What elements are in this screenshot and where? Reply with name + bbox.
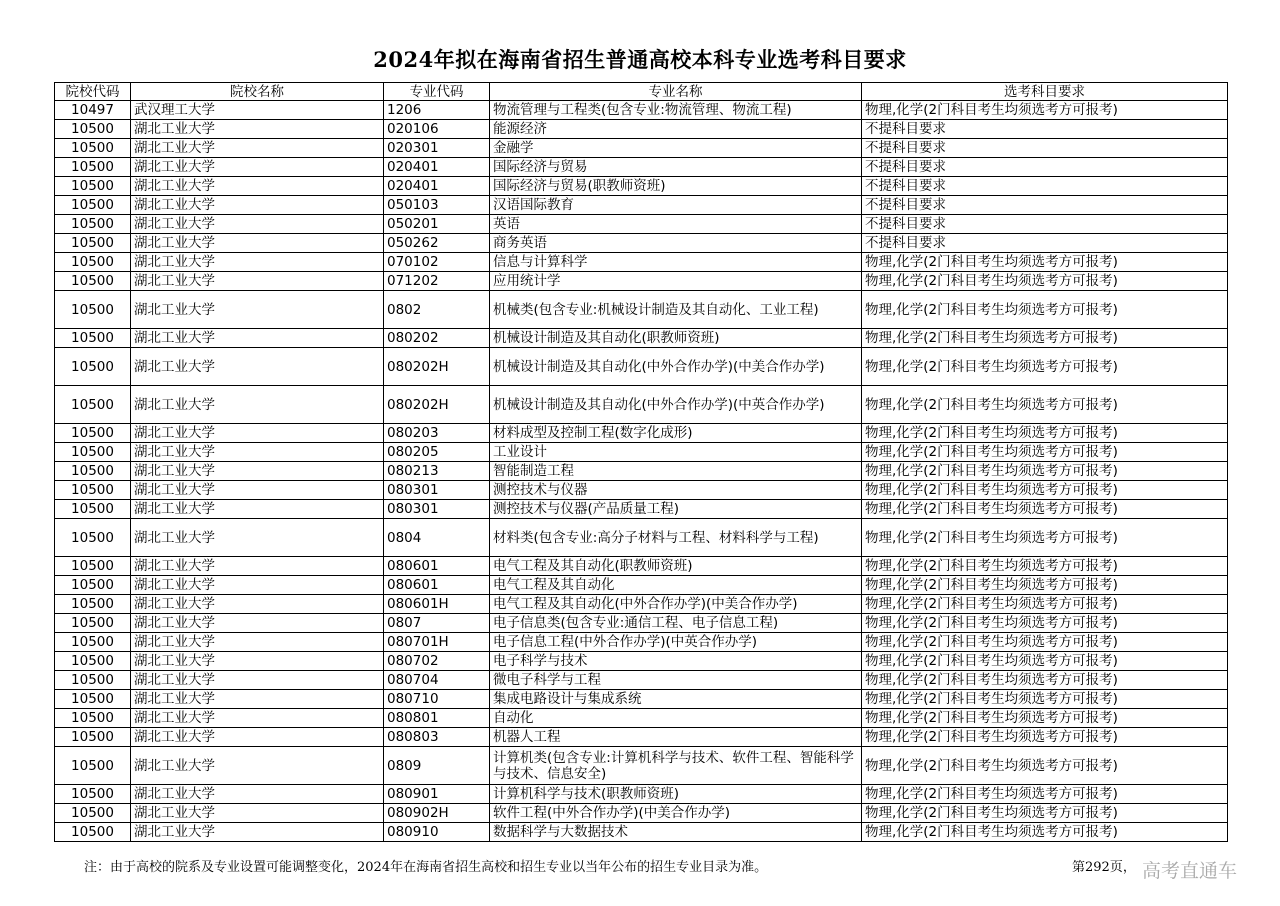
school-code-cell: 10500 — [55, 196, 131, 215]
major-code-cell: 080301 — [384, 481, 490, 500]
school-code-cell: 10500 — [55, 120, 131, 139]
major-name-cell: 电子信息工程(中外合作办学)(中英合作办学) — [490, 633, 862, 652]
page-number: 第292页， — [1072, 860, 1136, 875]
table-row — [55, 709, 1228, 728]
school-name-cell: 湖北工业大学 — [131, 500, 384, 519]
major-code-cell: 080205 — [384, 443, 490, 462]
major-name-cell: 机械类(包含专业:机械设计制造及其自动化、工业工程) — [490, 291, 862, 329]
major-name-cell: 软件工程(中外合作办学)(中美合作办学) — [490, 804, 862, 823]
major-name-cell: 汉语国际教育 — [490, 196, 862, 215]
school-name-cell: 湖北工业大学 — [131, 253, 384, 272]
school-code-cell: 10500 — [55, 614, 131, 633]
major-name-cell: 电子科学与技术 — [490, 652, 862, 671]
school-name-cell: 湖北工业大学 — [131, 443, 384, 462]
subject-requirement-cell: 不提科目要求 — [862, 196, 1228, 215]
subject-requirement-cell: 物理,化学(2门科目考生均须选考方可报考) — [862, 785, 1228, 804]
table-row — [55, 177, 1228, 196]
major-code-cell: 080803 — [384, 728, 490, 747]
table-row — [55, 443, 1228, 462]
table-row — [55, 519, 1228, 557]
school-code-cell: 10500 — [55, 709, 131, 728]
school-name-cell: 湖北工业大学 — [131, 823, 384, 842]
major-name-cell: 微电子科学与工程 — [490, 671, 862, 690]
major-name-cell: 电子信息类(包含专业:通信工程、电子信息工程) — [490, 614, 862, 633]
major-code-cell: 080301 — [384, 500, 490, 519]
subject-requirement-cell: 物理,化学(2门科目考生均须选考方可报考) — [862, 500, 1228, 519]
major-code-cell: 071202 — [384, 272, 490, 291]
major-code-cell: 080801 — [384, 709, 490, 728]
table-row — [55, 481, 1228, 500]
school-name-cell: 湖北工业大学 — [131, 747, 384, 785]
school-name-cell: 湖北工业大学 — [131, 215, 384, 234]
school-code-cell: 10500 — [55, 595, 131, 614]
table-row — [55, 728, 1228, 747]
major-code-cell: 080701H — [384, 633, 490, 652]
major-name-cell: 机械设计制造及其自动化(中外合作办学)(中英合作办学) — [490, 386, 862, 424]
subject-requirement-cell: 物理,化学(2门科目考生均须选考方可报考) — [862, 386, 1228, 424]
table-row — [55, 557, 1228, 576]
school-name-cell: 武汉理工大学 — [131, 101, 384, 120]
school-code-cell: 10500 — [55, 633, 131, 652]
major-code-cell: 1206 — [384, 101, 490, 120]
major-name-cell: 材料类(包含专业:高分子材料与工程、材料科学与工程) — [490, 519, 862, 557]
school-name-cell: 湖北工业大学 — [131, 595, 384, 614]
school-code-cell: 10500 — [55, 234, 131, 253]
subject-requirement-cell: 物理,化学(2门科目考生均须选考方可报考) — [862, 481, 1228, 500]
subject-requirement-cell: 不提科目要求 — [862, 234, 1228, 253]
major-name-cell: 国际经济与贸易(职教师资班) — [490, 177, 862, 196]
table-row — [55, 234, 1228, 253]
header-major-name: 专业名称 — [490, 83, 862, 101]
table-row — [55, 386, 1228, 424]
subject-requirement-cell: 物理,化学(2门科目考生均须选考方可报考) — [862, 424, 1228, 443]
subject-requirement-cell: 不提科目要求 — [862, 139, 1228, 158]
major-name-cell: 电气工程及其自动化 — [490, 576, 862, 595]
major-name-cell: 应用统计学 — [490, 272, 862, 291]
school-name-cell: 湖北工业大学 — [131, 557, 384, 576]
major-code-cell: 080202H — [384, 386, 490, 424]
subject-requirement-cell: 物理,化学(2门科目考生均须选考方可报考) — [862, 595, 1228, 614]
table-row — [55, 633, 1228, 652]
major-name-cell: 物流管理与工程类(包含专业:物流管理、物流工程) — [490, 101, 862, 120]
major-code-cell: 020401 — [384, 177, 490, 196]
school-name-cell: 湖北工业大学 — [131, 329, 384, 348]
subject-requirement-cell: 物理,化学(2门科目考生均须选考方可报考) — [862, 633, 1228, 652]
table-row — [55, 272, 1228, 291]
major-name-cell: 金融学 — [490, 139, 862, 158]
major-code-cell: 050103 — [384, 196, 490, 215]
school-name-cell: 湖北工业大学 — [131, 234, 384, 253]
major-name-cell: 工业设计 — [490, 443, 862, 462]
school-name-cell: 湖北工业大学 — [131, 177, 384, 196]
subject-requirement-cell: 不提科目要求 — [862, 215, 1228, 234]
major-code-cell: 050201 — [384, 215, 490, 234]
school-code-cell: 10500 — [55, 500, 131, 519]
school-code-cell: 10500 — [55, 747, 131, 785]
school-code-cell: 10500 — [55, 576, 131, 595]
major-name-cell: 数据科学与大数据技术 — [490, 823, 862, 842]
school-code-cell: 10500 — [55, 348, 131, 386]
school-code-cell: 10500 — [55, 652, 131, 671]
table-row — [55, 500, 1228, 519]
subject-requirement-cell: 不提科目要求 — [862, 158, 1228, 177]
school-name-cell: 湖北工业大学 — [131, 728, 384, 747]
major-code-cell: 080213 — [384, 462, 490, 481]
table-row — [55, 291, 1228, 329]
school-name-cell: 湖北工业大学 — [131, 690, 384, 709]
school-code-cell: 10500 — [55, 728, 131, 747]
subject-requirement-cell: 不提科目要求 — [862, 177, 1228, 196]
subject-requirement-cell: 物理,化学(2门科目考生均须选考方可报考) — [862, 747, 1228, 785]
major-code-cell: 080710 — [384, 690, 490, 709]
school-name-cell: 湖北工业大学 — [131, 576, 384, 595]
major-name-cell: 测控技术与仪器 — [490, 481, 862, 500]
major-name-cell: 自动化 — [490, 709, 862, 728]
school-name-cell: 湖北工业大学 — [131, 709, 384, 728]
major-name-cell: 信息与计算科学 — [490, 253, 862, 272]
major-code-cell: 080902H — [384, 804, 490, 823]
table-row — [55, 747, 1228, 785]
subject-requirement-cell: 物理,化学(2门科目考生均须选考方可报考) — [862, 576, 1228, 595]
school-name-cell: 湖北工业大学 — [131, 804, 384, 823]
school-code-cell: 10500 — [55, 557, 131, 576]
major-code-cell: 0802 — [384, 291, 490, 329]
major-code-cell: 080203 — [384, 424, 490, 443]
footer-note: 注：由于高校的院系及专业设置可能调整变化，2024年在海南省招生高校和招生专业以当年公布的招生专业目录为准。 — [84, 860, 768, 875]
school-name-cell: 湖北工业大学 — [131, 196, 384, 215]
subject-requirement-cell: 物理,化学(2门科目考生均须选考方可报考) — [862, 253, 1228, 272]
table-row — [55, 215, 1228, 234]
major-code-cell: 020401 — [384, 158, 490, 177]
school-code-cell: 10500 — [55, 215, 131, 234]
page-title: 2024年拟在海南省招生普通高校本科专业选考科目要求 — [373, 47, 907, 72]
school-code-cell: 10500 — [55, 519, 131, 557]
school-name-cell: 湖北工业大学 — [131, 424, 384, 443]
major-code-cell: 0804 — [384, 519, 490, 557]
subject-requirements-table — [54, 82, 1228, 842]
major-code-cell: 080901 — [384, 785, 490, 804]
major-name-cell: 智能制造工程 — [490, 462, 862, 481]
major-code-cell: 050262 — [384, 234, 490, 253]
subject-requirement-cell: 物理,化学(2门科目考生均须选考方可报考) — [862, 728, 1228, 747]
table-body — [55, 101, 1228, 842]
subject-requirement-cell: 物理,化学(2门科目考生均须选考方可报考) — [862, 519, 1228, 557]
school-code-cell: 10500 — [55, 481, 131, 500]
table-row — [55, 614, 1228, 633]
school-code-cell: 10500 — [55, 424, 131, 443]
school-code-cell: 10500 — [55, 462, 131, 481]
major-name-cell: 机器人工程 — [490, 728, 862, 747]
header-school-code: 院校代码 — [55, 83, 131, 101]
major-name-cell: 计算机科学与技术(职教师资班) — [490, 785, 862, 804]
major-code-cell: 020301 — [384, 139, 490, 158]
subject-requirement-cell: 物理,化学(2门科目考生均须选考方可报考) — [862, 614, 1228, 633]
school-name-cell: 湖北工业大学 — [131, 158, 384, 177]
school-name-cell: 湖北工业大学 — [131, 139, 384, 158]
table-row — [55, 329, 1228, 348]
table-row — [55, 576, 1228, 595]
subject-requirement-cell: 不提科目要求 — [862, 120, 1228, 139]
school-name-cell: 湖北工业大学 — [131, 348, 384, 386]
school-name-cell: 湖北工业大学 — [131, 614, 384, 633]
table-row — [55, 690, 1228, 709]
subject-requirement-cell: 物理,化学(2门科目考生均须选考方可报考) — [862, 462, 1228, 481]
table-row — [55, 120, 1228, 139]
table-row — [55, 823, 1228, 842]
school-code-cell: 10500 — [55, 177, 131, 196]
school-code-cell: 10500 — [55, 823, 131, 842]
major-code-cell: 080910 — [384, 823, 490, 842]
major-code-cell: 070102 — [384, 253, 490, 272]
subject-requirement-cell: 物理,化学(2门科目考生均须选考方可报考) — [862, 671, 1228, 690]
major-name-cell: 英语 — [490, 215, 862, 234]
table-header-row — [55, 83, 1228, 101]
subject-requirement-cell: 物理,化学(2门科目考生均须选考方可报考) — [862, 804, 1228, 823]
major-name-cell: 测控技术与仪器(产品质量工程) — [490, 500, 862, 519]
school-code-cell: 10500 — [55, 443, 131, 462]
watermark: 高考直通车 — [1142, 860, 1238, 882]
school-name-cell: 湖北工业大学 — [131, 462, 384, 481]
major-code-cell: 080601 — [384, 576, 490, 595]
table-row — [55, 652, 1228, 671]
major-name-cell: 机械设计制造及其自动化(中外合作办学)(中美合作办学) — [490, 348, 862, 386]
school-code-cell: 10500 — [55, 291, 131, 329]
header-school-name: 院校名称 — [131, 83, 384, 101]
table-row — [55, 158, 1228, 177]
table-row — [55, 253, 1228, 272]
table-row — [55, 196, 1228, 215]
header-subject-requirement: 选考科目要求 — [862, 83, 1228, 101]
school-code-cell: 10500 — [55, 785, 131, 804]
table-row — [55, 424, 1228, 443]
school-code-cell: 10500 — [55, 804, 131, 823]
major-name-cell: 电气工程及其自动化(中外合作办学)(中美合作办学) — [490, 595, 862, 614]
school-code-cell: 10500 — [55, 272, 131, 291]
school-name-cell: 湖北工业大学 — [131, 120, 384, 139]
school-name-cell: 湖北工业大学 — [131, 272, 384, 291]
school-code-cell: 10500 — [55, 139, 131, 158]
school-code-cell: 10500 — [55, 671, 131, 690]
subject-requirement-cell: 物理,化学(2门科目考生均须选考方可报考) — [862, 329, 1228, 348]
table-row — [55, 462, 1228, 481]
major-code-cell: 080202 — [384, 329, 490, 348]
major-code-cell: 080601 — [384, 557, 490, 576]
school-name-cell: 湖北工业大学 — [131, 671, 384, 690]
school-name-cell: 湖北工业大学 — [131, 386, 384, 424]
major-name-cell: 电气工程及其自动化(职教师资班) — [490, 557, 862, 576]
subject-requirement-cell: 物理,化学(2门科目考生均须选考方可报考) — [862, 557, 1228, 576]
school-code-cell: 10500 — [55, 158, 131, 177]
major-code-cell: 080704 — [384, 671, 490, 690]
school-code-cell: 10500 — [55, 329, 131, 348]
table-row — [55, 785, 1228, 804]
table-row — [55, 348, 1228, 386]
subject-requirement-cell: 物理,化学(2门科目考生均须选考方可报考) — [862, 348, 1228, 386]
subject-requirement-cell: 物理,化学(2门科目考生均须选考方可报考) — [862, 823, 1228, 842]
subject-requirement-cell: 物理,化学(2门科目考生均须选考方可报考) — [862, 291, 1228, 329]
table-row — [55, 804, 1228, 823]
major-name-cell: 商务英语 — [490, 234, 862, 253]
major-code-cell: 080601H — [384, 595, 490, 614]
major-code-cell: 0807 — [384, 614, 490, 633]
subject-requirement-cell: 物理,化学(2门科目考生均须选考方可报考) — [862, 272, 1228, 291]
table-row — [55, 671, 1228, 690]
major-code-cell: 080202H — [384, 348, 490, 386]
subject-requirement-cell: 物理,化学(2门科目考生均须选考方可报考) — [862, 443, 1228, 462]
major-code-cell: 080702 — [384, 652, 490, 671]
subject-requirement-cell: 物理,化学(2门科目考生均须选考方可报考) — [862, 709, 1228, 728]
school-name-cell: 湖北工业大学 — [131, 481, 384, 500]
major-name-cell: 能源经济 — [490, 120, 862, 139]
major-name-cell: 材料成型及控制工程(数字化成形) — [490, 424, 862, 443]
school-code-cell: 10500 — [55, 690, 131, 709]
table-row — [55, 595, 1228, 614]
school-code-cell: 10500 — [55, 253, 131, 272]
subject-requirement-cell: 物理,化学(2门科目考生均须选考方可报考) — [862, 101, 1228, 120]
school-code-cell: 10500 — [55, 386, 131, 424]
major-code-cell: 020106 — [384, 120, 490, 139]
school-name-cell: 湖北工业大学 — [131, 519, 384, 557]
subject-requirement-cell: 物理,化学(2门科目考生均须选考方可报考) — [862, 690, 1228, 709]
subject-requirement-cell: 物理,化学(2门科目考生均须选考方可报考) — [862, 652, 1228, 671]
major-name-cell: 国际经济与贸易 — [490, 158, 862, 177]
major-name-cell: 集成电路设计与集成系统 — [490, 690, 862, 709]
school-code-cell: 10497 — [55, 101, 131, 120]
header-major-code: 专业代码 — [384, 83, 490, 101]
table-row — [55, 139, 1228, 158]
table-row — [55, 101, 1228, 120]
school-name-cell: 湖北工业大学 — [131, 652, 384, 671]
major-code-cell: 0809 — [384, 747, 490, 785]
school-name-cell: 湖北工业大学 — [131, 291, 384, 329]
major-name-cell: 计算机类(包含专业:计算机科学与技术、软件工程、智能科学与技术、信息安全) — [490, 747, 862, 785]
major-name-cell: 机械设计制造及其自动化(职教师资班) — [490, 329, 862, 348]
school-name-cell: 湖北工业大学 — [131, 785, 384, 804]
school-name-cell: 湖北工业大学 — [131, 633, 384, 652]
